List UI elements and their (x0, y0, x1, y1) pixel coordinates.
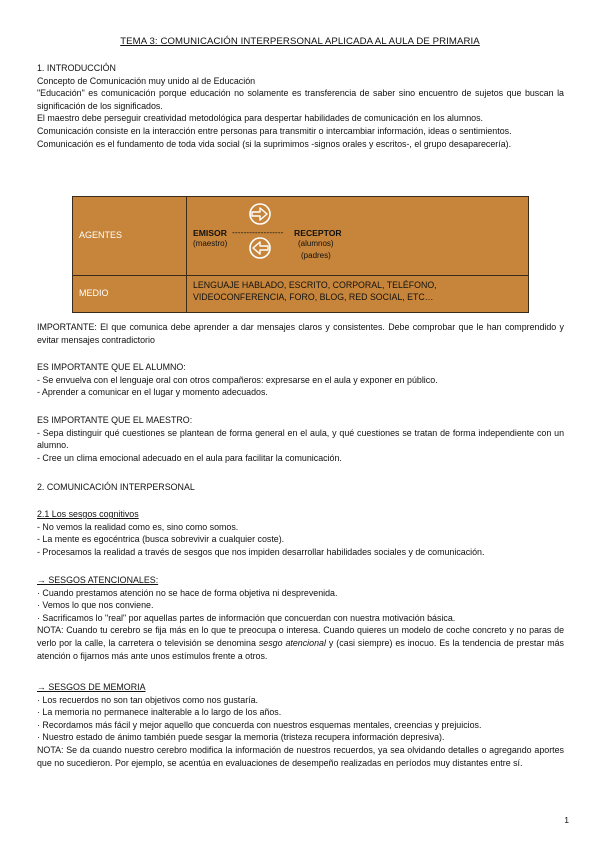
sesgos-item-2: - La mente es egocéntrica (busca sobrevivir a cualquier coste). (37, 534, 285, 545)
maestro-label: (maestro) (193, 239, 228, 248)
memoria-item-2: · La memoria no permanece inalterable a lo largo de los años. (37, 707, 282, 718)
memoria-item-3: · Recordamos más fácil y mejor aquello que concuerda con nuestros esquemas mentales, creencias y prejuicios. (37, 719, 482, 730)
emisor-receptor-diagram (187, 197, 528, 275)
atencionales-nota (37, 624, 564, 662)
alumno-heading: ES IMPORTANTE QUE EL ALUMNO: (37, 362, 186, 372)
atencionales-nota-em: sesgo atencional (258, 637, 326, 648)
sesgos-heading: 2.1 Los sesgos cognitivos (37, 509, 139, 519)
communication-table (72, 196, 529, 313)
maestro-item-2: - Cree un clima emocional adecuado en el aula para facilitar la comunicación. (37, 452, 342, 463)
intro-line-4: Comunicación consiste en la interacción entre personas para transmitir o intercambiar información, ideas o sentimientos. (37, 125, 512, 136)
atencionales-item-3: · Sacrificamos lo "real" por aquellas partes de información que concuerdan con nuestra motivación básica. (37, 612, 456, 623)
memoria-heading: → SESGOS DE MEMORIA (37, 682, 146, 692)
emisor-receptor-dashes: ------------------ (232, 227, 284, 237)
sesgos-section (37, 508, 564, 558)
intro-heading: 1. INTRODUCCIÓN (37, 63, 116, 73)
memoria-nota: NOTA: Se da cuando nuestro cerebro modifica la información de nuestros recuerdos, ya sea olvidando detalles o agregando aportes que no sucedieron. Por ejemplo, se acentúa en evaluaciones de desempeño realizadas en períodos muy distantes entre sí. (37, 744, 564, 768)
table-row-agentes (73, 197, 528, 276)
padres-label: (padres) (301, 251, 331, 260)
alumnos-label: (alumnos) (298, 239, 334, 248)
arrow-right-icon (247, 203, 273, 225)
intro-line-5: Comunicación es el fundamento de toda vida social (si la suprimimos -signos orales y escritos-, el grupo desaparecería). (37, 138, 512, 149)
alumno-section (37, 361, 564, 399)
document-title: TEMA 3: COMUNICACIÓN INTERPERSONAL APLICADA AL AULA DE PRIMARIA (120, 36, 480, 47)
page-number: 1 (564, 815, 569, 825)
atencionales-nota-a: NOTA: Cuando tu cerebro se fija más en lo que te preocupa o interesa. Cuando quieres un modelo de coche concreto y no paras de verlo por la calle, la carretera o televisión se denomina (37, 625, 564, 648)
table-cell-medio-label (73, 276, 187, 312)
maestro-item-1: - Sepa distinguir qué cuestiones se plantean de forma general en el aula, y qué cuestiones se tratan de forma independiente con un alumno. (37, 427, 564, 451)
intro-section (37, 62, 564, 150)
intro-line-2: "Educación" es comunicación porque educación no solamente es transferencia de saber sino encuentro de sujetos que buscan la significación de los significados. (37, 88, 564, 111)
atencionales-item-2: · Vemos lo que nos conviene. (37, 600, 154, 611)
sesgos-item-3: - Procesamos la realidad a través de sesgos que nos impiden desarrollar habilidades sociales y de comunicación. (37, 546, 485, 557)
medio-line-2: VIDEOCONFERENCIA, FORO, BLOG, RED SOCIAL, ETC… (193, 292, 434, 302)
medio-line-1: LENGUAJE HABLADO, ESCRITO, CORPORAL, TELÉFONO, (193, 280, 437, 290)
importante-text: IMPORTANTE: El que comunica debe aprender a dar mensajes claros y consistentes. Debe comprobar que le han comprendido y evitar mensajes contradictorio (37, 322, 564, 345)
agentes-label: AGENTES (79, 230, 123, 240)
memoria-item-4: · Nuestro estado de ánimo también puede sesgar la memoria (tristeza recupera información depresiva). (37, 732, 445, 743)
sesgos-item-1: - No vemos la realidad como es, sino como somos. (37, 521, 239, 532)
table-cell-medio-value (187, 276, 528, 312)
alumno-item-2: - Aprender a comunicar en el lugar y momento adecuados. (37, 387, 268, 398)
table-cell-agentes-diagram (187, 197, 528, 275)
memoria-section (37, 681, 564, 769)
table-cell-agentes-label (73, 197, 187, 275)
maestro-section (37, 414, 564, 464)
medio-label: MEDIO (79, 288, 109, 298)
medio-text (193, 279, 437, 303)
arrow-left-icon (247, 237, 273, 259)
table-row-medio (73, 276, 528, 312)
intro-line-3: El maestro debe perseguir creatividad metodológica para despertar habilidades de comunicación en los alumnos. (37, 113, 483, 124)
intro-line-1: Concepto de Comunicación muy unido al de Educación (37, 75, 256, 86)
importante-section (37, 321, 564, 346)
atencionales-heading: → SESGOS ATENCIONALES: (37, 575, 159, 585)
receptor-label: RECEPTOR (294, 228, 342, 238)
alumno-item-1: - Se envuelva con el lenguaje oral con otros compañeros: expresarse en el aula y exponer en público. (37, 374, 438, 385)
atencionales-section (37, 574, 564, 662)
maestro-heading: ES IMPORTANTE QUE EL MAESTRO: (37, 415, 193, 425)
section-2 (37, 481, 564, 494)
atencionales-item-1: · Cuando prestamos atención no se hace de forma objetiva ni desprevenida. (37, 587, 338, 598)
emisor-label: EMISOR (193, 228, 227, 238)
atencionales-nota-b: y (casi siempre) es inocuo. Es la tendencia de prestar más atención o fijarnos más ante unos estímulos frente a otros. (37, 637, 564, 661)
section-2-heading: 2. COMUNICACIÓN INTERPERSONAL (37, 482, 195, 492)
memoria-item-1: · Los recuerdos no son tan objetivos como nos gustaría. (37, 694, 259, 705)
